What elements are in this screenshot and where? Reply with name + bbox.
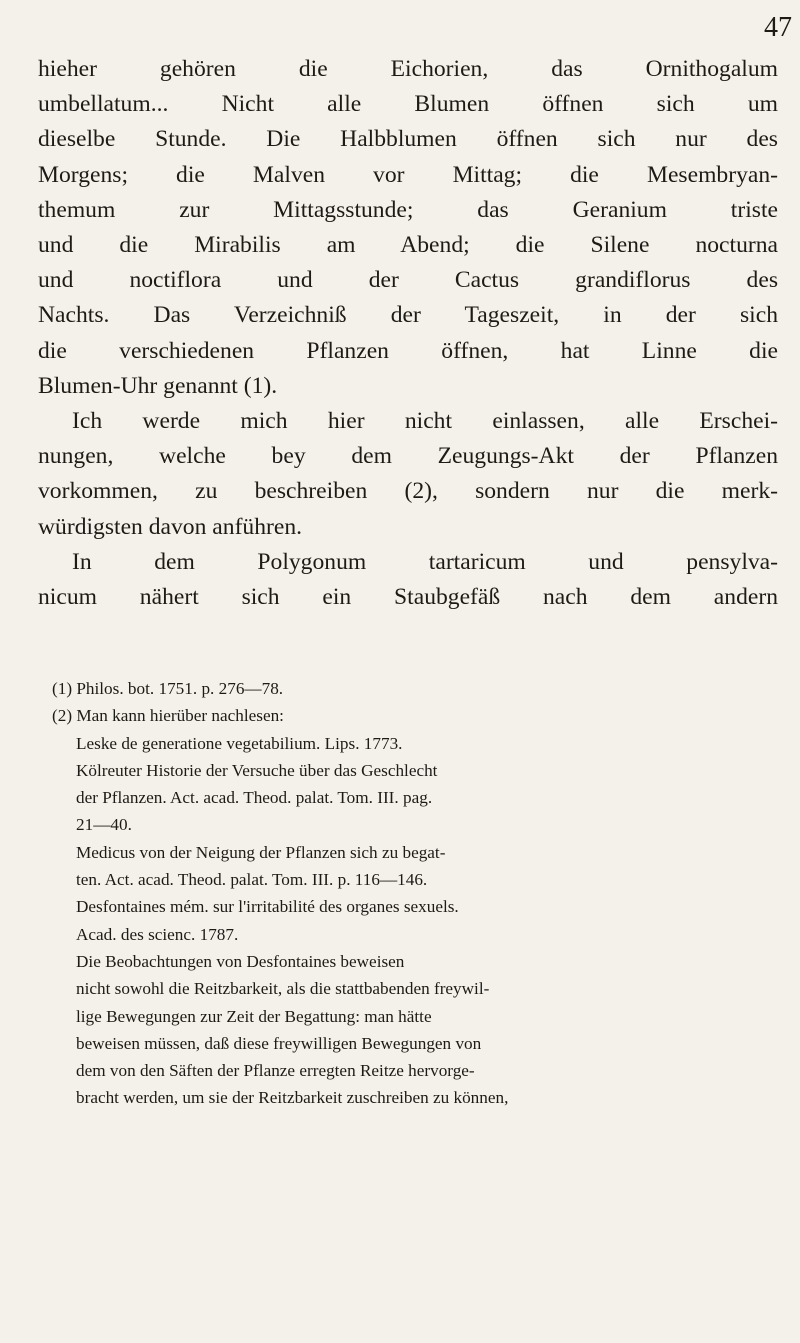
footnote-line: lige Bewegungen zur Zeit der Begattung: man hätte [76, 1006, 432, 1026]
body-line: Nachts. Das Verzeichniß der Tageszeit, in der sich [38, 302, 778, 329]
body-line: hieher gehören die Eichorien, das Ornithogalum [38, 56, 778, 82]
footnote-line: 21—40. [76, 815, 132, 835]
body-line: und die Mirabilis am Abend; die Silene nocturna [38, 232, 778, 259]
body-line: dieselbe Stunde. Die Halbblumen öffnen sich nur des [38, 126, 778, 153]
body-line: und noctiflora und der Cactus grandiflorus des [38, 267, 778, 294]
body-line: Morgens; die Malven vor Mittag; die Mesembryan- [38, 161, 778, 188]
body-line: nungen, welche bey dem Zeugungs-Akt der Pflanzen [38, 443, 778, 470]
body-line: umbellatum... Nicht alle Blumen öffnen sich um [38, 91, 778, 118]
body-line: würdigsten davon anführen. [38, 513, 303, 540]
footnote-line: beweisen müssen, daß diese freywilligen Bewegungen von [76, 1033, 482, 1053]
body-line: die verschiedenen Pflanzen öffnen, hat Linne die [38, 337, 778, 364]
footnote-line: ten. Act. acad. Theod. palat. Tom. III. p. 116—146. [76, 870, 428, 890]
footnote-line: Kölreuter Historie der Versuche über das Geschlecht [76, 760, 438, 780]
page-number: 47 [764, 12, 792, 43]
body-line: Ich werde mich hier nicht einlassen, alle Erschei- [72, 408, 778, 435]
body-text [38, 52, 778, 615]
body-line: In dem Polygonum tartaricum und pensylva- [72, 548, 778, 575]
footnote-line: nicht sowohl die Reitzbarkeit, als die stattbabenden freywil- [76, 979, 490, 999]
body-line: Blumen-Uhr genannt (1). [38, 372, 278, 399]
body-line: nicum nähert sich ein Staubgefäß nach dem andern [38, 584, 778, 611]
footnote-line: Medicus von der Neigung der Pflanzen sich zu begat- [76, 842, 446, 862]
footnote-line: Desfontaines mém. sur l'irritabilité des organes sexuels. [76, 897, 459, 917]
footnote-line: Leske de generatione vegetabilium. Lips. 1773. [76, 733, 403, 753]
footnote-line: der Pflanzen. Act. acad. Theod. palat. Tom. III. pag. [76, 788, 433, 808]
footnote-line: bracht werden, um sie der Reitzbarkeit zuschreiben zu können, [76, 1088, 509, 1108]
footnote-line: Acad. des scienc. 1787. [76, 924, 239, 944]
footnote-line: (1) Philos. bot. 1751. p. 276—78. [52, 679, 284, 698]
body-line: vorkommen, zu beschreiben (2), sondern nur die merk- [38, 478, 778, 505]
footnote-line: (2) Man kann hierüber nachlesen: [52, 706, 284, 726]
footnotes [38, 675, 778, 1112]
footnote-line: dem von den Säften der Pflanze erregten Reitze hervorge- [76, 1061, 475, 1081]
body-line: themum zur Mittagsstunde; das Geranium triste [38, 196, 778, 223]
footnote-line: Die Beobachtungen von Desfontaines beweisen [76, 951, 405, 971]
